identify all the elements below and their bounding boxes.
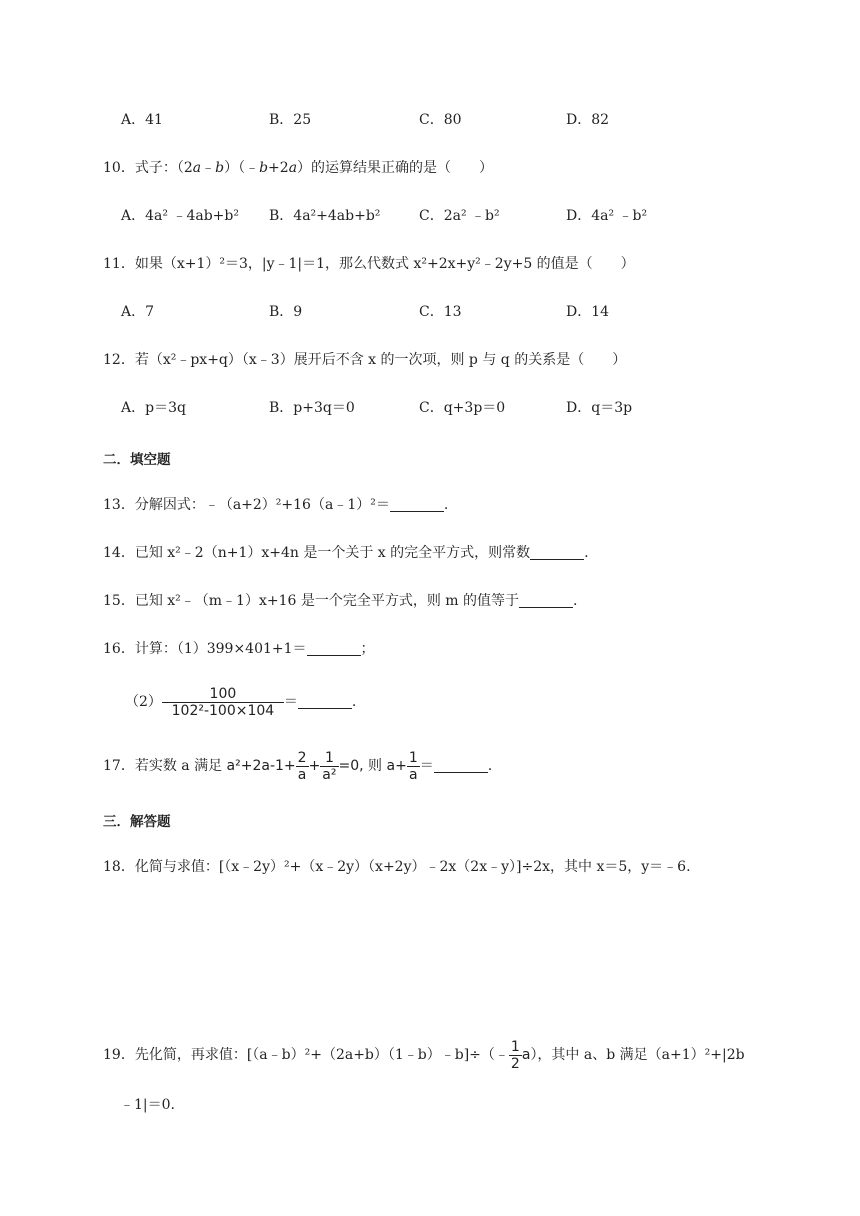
q10-option-c: C．2a² ﹣b² [419,208,500,224]
q12-option-d: D．q＝3p [566,400,633,416]
q10-option-d: D．4a² ﹣b² [566,208,648,224]
question-16-part-2: （2） $\frac{100}{\text{102²-100×104}}$ ＝ . [125,685,357,719]
q11-option-d: D．14 [566,304,610,320]
q12-option-c: C．q+3p＝0 [419,400,506,416]
question-19-continued: ﹣1|＝0. [120,1097,175,1113]
question-18: 18．化简与求值：[（x﹣2y）²+（x﹣2y）（x+2y）﹣2x（2x﹣y）]÷2x，其中 x＝5，y＝﹣6. [103,859,691,875]
answer-blank [519,593,573,608]
question-11: 11．如果（x+1）²＝3，|y﹣1|＝1，那么代数式 x²+2x+y²﹣2y+5 的值是（ ） [103,256,635,272]
section-fill-in-heading: 二．填空题 [103,452,171,468]
question-13: 13．分解因式：﹣（a+2）²+16（a﹣1）²＝ . [103,497,449,513]
q11-option-a: A．7 [121,304,155,320]
answer-blank [390,497,444,512]
answer-blank [530,545,584,560]
fraction: $\frac{1}{\text{a²}}$ [322,749,337,783]
q10-option-a: A．4a² ﹣4ab+b² [121,208,239,224]
q11-option-b: B．9 [269,304,303,320]
fraction: $\frac{1}{a}$ [408,749,418,783]
q12-option-b: B．p+3q＝0 [269,400,355,416]
question-19: 19．先化简，再求值：[（a﹣b）²+（2a+b）（1﹣b）﹣b]÷（﹣ $\frac{1}{2}$ a），其中 a、b 满足（a+1）²+|2b [103,1038,745,1072]
fraction: $\frac{2}{a}$ [297,749,307,783]
question-15: 15．已知 x²﹣（m﹣1）x+16 是一个完全平方式，则 m 的值等于 . [103,593,578,609]
q10-option-b: B．4a²+4ab+b² [269,208,381,224]
q9-option-d: D．82 [566,112,610,128]
answer-blank [434,758,488,773]
question-12: 12．若（x²﹣px+q）（x﹣3）展开后不含 x 的一次项，则 p 与 q 的关系是（ ） [103,352,627,368]
q12-option-a: A．p＝3q [121,400,186,416]
fraction: $\frac{100}{\text{102²-100×104}}$ [162,686,284,719]
section-solve-heading: 三．解答题 [103,814,171,830]
answer-blank [298,694,352,709]
question-17: 17．若实数 a 满足 a²+2a-1+ $\frac{2}{a}$ + $\frac{1}{\text{a²}}$ =0, 则 a+ $\frac{1}{a}$ ＝ . [103,749,493,783]
question-16: 16．计算：（1）399×401+1＝ ； [103,641,375,657]
answer-blank [307,641,361,656]
fraction: $\frac{1}{2}$ [510,1038,520,1072]
q9-option-a: A．41 [121,112,163,128]
question-14: 14．已知 x²﹣2（n+1）x+4n 是一个关于 x 的完全平方式，则常数 . [103,545,589,561]
q9-option-c: C．80 [419,112,462,128]
q9-option-b: B．25 [269,112,312,128]
q11-option-c: C．13 [419,304,462,320]
question-10: 10．式子：（2a﹣b）（﹣b+2a）的运算结果正确的是（ ） [103,160,494,176]
